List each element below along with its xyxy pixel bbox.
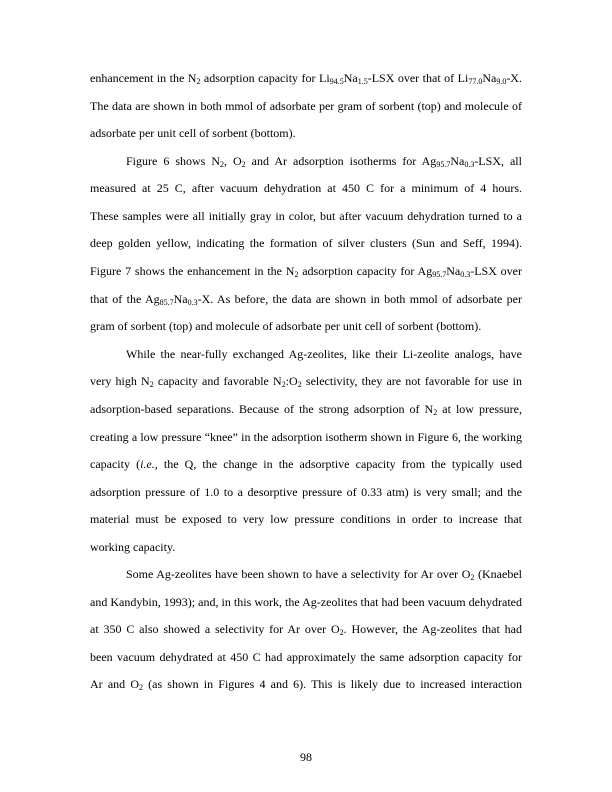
- text-line: material must be exposed to very low pressure conditions in order to increase that: [90, 512, 522, 526]
- text-line: measured at 25 C, after vacuum dehydration at 450 C for a minimum of 4 hours.: [90, 181, 522, 195]
- text-line: at 350 C also showed a selectivity for Ar over $O_2$. However, the Ag-zeolites that had: [90, 622, 522, 637]
- text-line: gram of sorbent (top) and molecule of adsorbate per unit cell of sorbent (bottom).: [90, 319, 482, 333]
- text-line: Figure 7 shows the enhancement in the $N_2$ adsorption capacity for $Ag_{95.7}Na_{0.3}$-LSX over: [90, 264, 522, 279]
- text-line: been vacuum dehydrated at 450 C had approximately the same adsorption capacity for: [90, 650, 522, 664]
- text-line: that of the $Ag_{85.7}Na_{0.3}-X$. As before, the data are shown in both mmol of adsorbate per: [90, 292, 522, 307]
- text-line: These samples were all initially gray in color, but after vacuum dehydration turned to a: [90, 209, 522, 223]
- text-line: creating a low pressure “knee” in the adsorption isotherm shown in Figure 6, the working: [90, 430, 522, 444]
- text-line: Some Ag-zeolites have been shown to have a selectivity for Ar over $O_2$ (Knaebel: [126, 567, 522, 582]
- text-line: working capacity.: [90, 540, 176, 554]
- text-line: capacity (i.e., the Q, the change in the adsorptive capacity from the typically used: [90, 457, 523, 471]
- text-line: adsorption-based separations. Because of the strong adsorption of $N_2$ at low pressure,: [90, 402, 522, 417]
- text-line: adsorption pressure of 1.0 to a desorptive pressure of 0.33 atm) is very small; and the: [90, 485, 522, 499]
- text-line: Ar and $O_2$ (as shown in Figures 4 and 6). This is likely due to increased interaction: [90, 677, 522, 692]
- text-line: and Kandybin, 1993); and, in this work, the Ag-zeolites that had been vacuum dehydrated: [90, 595, 522, 609]
- text-line: very high $N_2$ capacity and favorable $N_2:O_2$ selectivity, they are not favorable for use in: [90, 374, 523, 389]
- text-line: adsorbate per unit cell of sorbent (bottom).: [90, 126, 296, 140]
- text-line: enhancement in the $N_2$ adsorption capacity for $Li_{94.5}Na_{1.5}$-LSX over that of $Li_{77.0}Na_{9.0}-X$.: [90, 71, 522, 86]
- text-line: While the near-fully exchanged Ag-zeolites, like their Li-zeolite analogs, have: [126, 347, 522, 361]
- text-line: The data are shown in both mmol of adsorbate per gram of sorbent (top) and molecule of: [90, 99, 522, 113]
- text-line: Figure 6 shows $N_2$, $O_2$ and Ar adsorption isotherms for $Ag_{95.7}Na_{0.3}$-LSX, all: [126, 154, 522, 169]
- page-number: 98: [300, 750, 312, 764]
- text-line: deep golden yellow, indicating the formation of silver clusters (Sun and Seff, 1994).: [90, 236, 522, 250]
